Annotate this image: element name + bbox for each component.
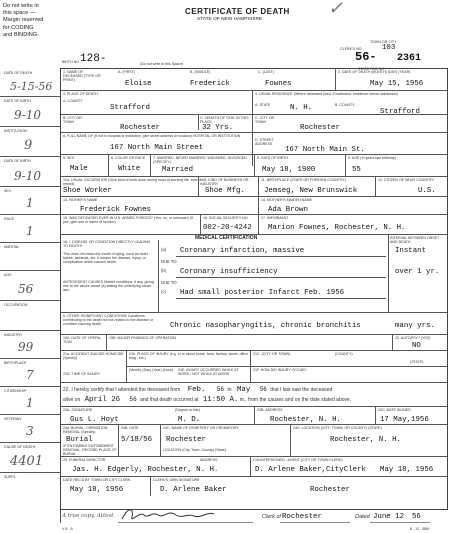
usual-res-label: 4. USUAL RESIDENCE (Where deceased lived. If institution: residence before admission) <box>255 92 398 96</box>
signature-label: 23A. SIGNATURE <box>63 408 93 412</box>
sidebar-mark: 1 <box>26 224 34 238</box>
town-label: TOWN OR CITY <box>370 40 397 44</box>
res-city: Rochester <box>300 124 340 132</box>
sidebar-label: VETERAN <box>4 417 21 421</box>
sidebar-label: SUPPL. <box>4 475 17 479</box>
hospital: 167 North Main Street <box>110 144 204 152</box>
cemetery: Rochester <box>166 436 206 444</box>
sidebar-label: MARITAL <box>4 245 20 249</box>
sidebar-label: CITIZENSHIP <box>4 389 27 393</box>
sidebar-mark: 3 <box>26 424 34 438</box>
industry: Shoe Mfg. <box>205 187 245 195</box>
date-signed-label: 23C. DATE SIGNED <box>378 408 411 412</box>
sidebar-label: BIRTHPLACE <box>4 361 27 365</box>
operation-label: 19A. DATE OF OPERA-TION <box>63 336 102 344</box>
sidebar-label: DATE OF BIRTH <box>4 99 32 103</box>
certify-from: Feb. <box>187 386 206 394</box>
sidebar-label: CAUSE OF DEATH <box>4 445 36 449</box>
cause-a-tag: (a) <box>161 247 167 252</box>
margin-note-line: for CODING <box>3 24 34 31</box>
dated-year: 56 <box>412 513 421 521</box>
date-signed: 17 May,1956 <box>380 416 429 424</box>
sidebar-label: INSTITUTION <box>4 129 27 133</box>
copy-line <box>62 514 113 519</box>
res-county: Strafford <box>380 108 420 116</box>
last-label: C. (LAST) <box>258 70 274 74</box>
sidebar-label: DATE OF DEATH <box>4 71 33 75</box>
last-name: Fownes <box>265 80 292 88</box>
time-label: 21D. TIME OF INJURY <box>63 372 101 376</box>
footer-right: 8 - 12 - 58M <box>410 527 430 531</box>
cause-a: Coronary infarction, massive <box>180 247 305 255</box>
clerk-of-label: Clerk of <box>262 514 281 520</box>
sidebar-mark: 9 <box>24 138 33 153</box>
other-conditions: Chronic nasopharyngitis, chronic bronchitis <box>170 322 361 330</box>
sidebar-label: DATE OF BIRTH <box>4 159 32 163</box>
sidebar-label: AGE <box>4 273 12 277</box>
cemetery-label: 24C. NAME OF CEMETERY OR CREMATORY <box>163 426 239 430</box>
interval-b: over 1 yr. <box>395 268 440 276</box>
director-label: 25. FUNERAL DIRECTOR <box>63 458 106 462</box>
informant: Marion Fownes, Rochester, N. H. <box>268 224 406 232</box>
address: Rochester, N. H. <box>270 416 341 424</box>
signature: Gus L. Hoyt <box>70 416 119 424</box>
cause-b: Coronary insufficiency <box>180 268 278 276</box>
industry-label: 10B. KIND OF BUSINESS OR INDUSTRY <box>200 178 249 186</box>
occupation: Shoe Worker <box>63 187 112 195</box>
place-of-death-label: 3. PLACE OF DEATH <box>63 92 98 96</box>
certify-text-1: 22. I hereby certify that I attended the deceased from <box>63 387 181 393</box>
margin-note-line: this space — <box>3 10 36 17</box>
race-label: 6. COLOR OR RACE <box>111 156 146 160</box>
armed-label: 15. WAS DECEASED EVER IN U.S. ARMED FORCES? (Yes, no, or unknown) (If yes, give war or dates of service) <box>63 216 193 224</box>
dob-label: 8. DATE OF BIRTH <box>257 156 289 160</box>
stay-label: C. LENGTH OF STAY IN THIS PLACE <box>200 116 249 124</box>
sidebar-mark: 9-10 <box>14 169 41 183</box>
first-label: A. (FIRST) <box>118 70 136 74</box>
marital: Married <box>162 166 194 174</box>
clerk-sig-label: CLERK'S OWN SIGNATURE <box>153 478 200 482</box>
state-file-a: 56- <box>355 50 377 64</box>
middle-label: B. (MIDDLE) <box>190 70 211 74</box>
birthplace: Jemseg, New Brunswick <box>264 187 358 195</box>
sidebar-mark: 9-10 <box>14 108 41 122</box>
birth-no: 128- <box>80 53 107 65</box>
name-label: 1. NAME OF DECEASED (TYPE OR PRINT) <box>63 70 101 82</box>
sidebar-mark: 56 <box>18 282 34 296</box>
mother-label: 14. MOTHER'S MAIDEN NAME <box>261 198 313 202</box>
certify-from-year: 56 <box>216 386 225 393</box>
cause-c-tag: (c) <box>161 289 166 294</box>
death-time: 11:50 A. <box>202 396 239 404</box>
date-of-death-label: 2. DATE OF DEATH (MONTH) (DAY) (YEAR) <box>338 70 411 74</box>
age: 55 <box>352 166 361 174</box>
state: N. H. <box>290 104 313 112</box>
how-label: 21F. HOW DID INJURY OCCUR? <box>253 368 307 372</box>
sex-label: 5. SEX <box>63 156 75 160</box>
degree-label: (Degree or title) <box>175 408 200 412</box>
sidebar-coding <box>0 68 60 523</box>
certify-text-3: alive on <box>63 397 81 403</box>
autopsy: NO <box>412 342 421 350</box>
injury-city-label: 21C. (CITY OR TOWN) <box>253 352 291 356</box>
state-label: A. STATE <box>255 103 271 107</box>
city-label: B. CITY OR TOWN <box>63 116 82 124</box>
county-label: A. COUNTY <box>63 99 83 103</box>
autopsy-label: 20. AUTOPSY? (YES) <box>395 336 431 340</box>
check-mark: ✓ <box>328 0 344 19</box>
cause-c: Had small posterior Infarct Feb. 1956 <box>180 289 345 297</box>
due-label: DUE TO <box>161 280 177 285</box>
sidebar-mark: 4401 <box>10 454 44 469</box>
margin-note-line: Margin reserved <box>3 17 44 24</box>
entomb-label: IF ENTOMBED ENTOMBMENT REMOVAL, RECORD PLACE OF BURIAL <box>63 444 117 456</box>
certify-to-word: to <box>227 387 232 393</box>
father-label: 13. FATHER'S NAME <box>63 198 98 202</box>
county: Strafford <box>110 104 150 112</box>
accident-label: 21a. ACCIDENT SUICIDE HOMICIDE (Specify) <box>63 352 124 360</box>
permit-place: Rochester <box>310 486 350 494</box>
burial-date-label: 24B. DATE <box>121 426 139 430</box>
margin-note-line: Do not write in <box>3 3 39 9</box>
sex: Male <box>70 165 88 173</box>
certify-text-4: and that death occurred at <box>140 397 199 403</box>
marital-label: 7. MARRIED, NEVER MARRIED, WIDOWED, DIVORCED (SPECIFY) <box>153 156 247 164</box>
street: 167 North Main St. <box>285 146 365 154</box>
sidebar-label: INDUSTRY <box>4 333 23 337</box>
countersigned-label: COUNTERSIGNED - AGENT (CITY OR TOWN CLERK) <box>253 458 343 462</box>
cause-b-tag: (b) <box>161 268 167 273</box>
injury-state-label: (STATE) <box>410 360 424 364</box>
certify-to: May <box>236 386 251 394</box>
middle-name: Frederick <box>190 80 230 88</box>
cause-note: This does not mean the mode of dying, such as heart failure, asthenia, etc. It means the disease, injury, or complication which caused death. <box>63 252 148 264</box>
findings-label: 19B. MAJOR FINDINGS OF OPERATION <box>109 336 177 340</box>
sidebar-label: SEX <box>4 189 12 193</box>
rec-date-label: DATE REC'D BY TOWN OR CITY CLERK <box>63 478 131 482</box>
burial-label: 24a. BURIAL, CREMATION, REMOVAL (Specify) <box>63 426 109 434</box>
sidebar-mark: 5-15-56 <box>10 80 53 93</box>
margin-note <box>3 3 65 39</box>
street-label: D. STREET ADDRESS <box>255 138 274 146</box>
cem-location-label: 24D. LOCATION (CITY, TOWN, OR COUNTY) (STATE) <box>293 426 382 430</box>
dated: June 12 <box>373 513 405 521</box>
injury-occurred-label: 21E. INJURY OCCURRED WHILE AT WORK / NOT WHILE AT WORK <box>178 368 239 376</box>
sidebar-label: OCCUPATION <box>4 303 28 307</box>
director: Jas. H. Edgerly, Rochester, N. H. <box>72 466 219 474</box>
certify-text-5: m., from the causes and on the date stated above. <box>239 397 352 403</box>
race: White <box>118 165 141 173</box>
sidebar-label: RACE <box>4 217 14 221</box>
rec-date: May 18, 1956 <box>70 486 124 494</box>
sidebar-mark: 1 <box>26 196 34 210</box>
birth-no-label: BIRTH NO. <box>62 60 81 64</box>
antecedent-label: ANTECEDENT CAUSES Morbid conditions, if any, giving rise to the above cause (a) stating the underlying cause last. <box>63 280 154 292</box>
birthplace-label: 11. BIRTHPLACE (STATE OR FOREIGN COUNTRY) <box>261 178 347 182</box>
sidebar-mark: 7 <box>26 368 34 382</box>
ssn-label: 16. SOCIAL SECURITY NO. <box>203 216 249 220</box>
cause-label: 18. I. DISEASE OR CONDITION DIRECTLY LEADING TO DEATH* <box>63 240 151 248</box>
occupation-label: 10a. USUAL OCCUPATION (Give kind of work done during most of working life, even if retired) <box>63 178 202 186</box>
dob: May 18, 1900 <box>262 166 316 174</box>
age-label: 9. AGE (In years last birthday) <box>348 156 396 160</box>
footer-left: V 8 - 8 <box>62 527 73 531</box>
address2-label: ADDRESS <box>200 458 218 462</box>
mother: Ada Brown <box>268 206 308 214</box>
city: Rochester <box>120 124 160 132</box>
cem-location: Rochester, N. H. <box>330 436 401 444</box>
res-county-label: B. COUNTY <box>335 103 355 107</box>
res-city-label: C. CITY OR TOWN <box>255 116 275 124</box>
date-of-death: May 15, 1956 <box>370 80 424 88</box>
interval-a: Instant <box>395 247 427 255</box>
burial: Burial <box>66 436 93 444</box>
state-file-b: 2361 <box>397 53 422 64</box>
other-label: II. OTHER SIGNIFICANT CONDITIONS Conditions contributing to the death but not related to the disease or condition causing death. <box>63 314 154 326</box>
first-name: Eloise <box>125 80 152 88</box>
due-label: DUE TO <box>161 259 177 264</box>
citizen: U.S. <box>418 187 436 195</box>
degree: M. D. <box>178 416 201 424</box>
informant-label: 17. INFORMANT <box>261 216 289 220</box>
injury-place-label: 21b. PLACE OF INJURY (e.g. in or about home, farm, factory, street, office bldg., etc.) <box>129 352 248 360</box>
stay: 32 Yrs. <box>202 124 234 132</box>
countersigned: D. Arlene Baker,CityClerk <box>255 466 366 474</box>
countersigned-date: May 18, 1956 <box>380 466 434 474</box>
alive-year: 56 <box>129 396 137 403</box>
certify-line-2 <box>63 396 351 404</box>
dated-label: Dated <box>355 514 370 520</box>
father: Frederick Fownes <box>80 206 151 214</box>
other-interval: many yrs. <box>395 322 435 330</box>
clerk-no-label: CLERK'S NO. <box>340 47 363 51</box>
clerk-of: Rochester <box>282 513 322 521</box>
loc-sub-label: LOCATION (City, Town, County) (State) <box>163 448 226 452</box>
injury-county-label: (COUNTY) <box>335 352 353 356</box>
margin-note-line: and BINDING. <box>3 31 39 38</box>
interval-label: INTERVAL BETWEEN ONSET AND DEATH <box>390 236 440 244</box>
address-label: 23B. ADDRESS <box>257 408 283 412</box>
state-file-label: STATE FILE NO. <box>358 67 386 71</box>
alive-on: April 26 <box>84 396 121 404</box>
ssn: 002-20-4242 <box>203 224 252 232</box>
certificate-title: CERTIFICATE OF DEATH <box>185 7 290 16</box>
clerk-no: 103 <box>382 44 396 52</box>
certify-line <box>63 386 332 394</box>
burial-date: 5/18/56 <box>121 436 153 444</box>
sidebar-mark: 1 <box>26 396 34 410</box>
sidebar-mark: 99 <box>18 340 34 354</box>
certify-to-year: 56 <box>259 386 267 393</box>
copy-text: A true copy, Attest <box>62 513 114 519</box>
med-cert-label: MEDICAL CERTIFICATION <box>195 235 258 241</box>
certificate-subtitle: STATE OF NEW HAMPSHIRE <box>197 17 263 22</box>
birth-no-note: (Do not write in this Space) <box>140 62 184 66</box>
certify-text-2: that I last saw the deceased <box>270 387 333 393</box>
hour-label: (Month) (Day) (Year) (Hour) <box>129 368 173 372</box>
citizen-label: 12. CITIZEN OF WHAT COUNTRY <box>378 178 434 182</box>
clerk-sig: D. Arlene Baker <box>160 486 227 494</box>
hospital-label: d. FULL NAME OF (If not in hospital or institution, give street address or location) HOSPITAL OR INSTITUTION <box>63 134 241 138</box>
